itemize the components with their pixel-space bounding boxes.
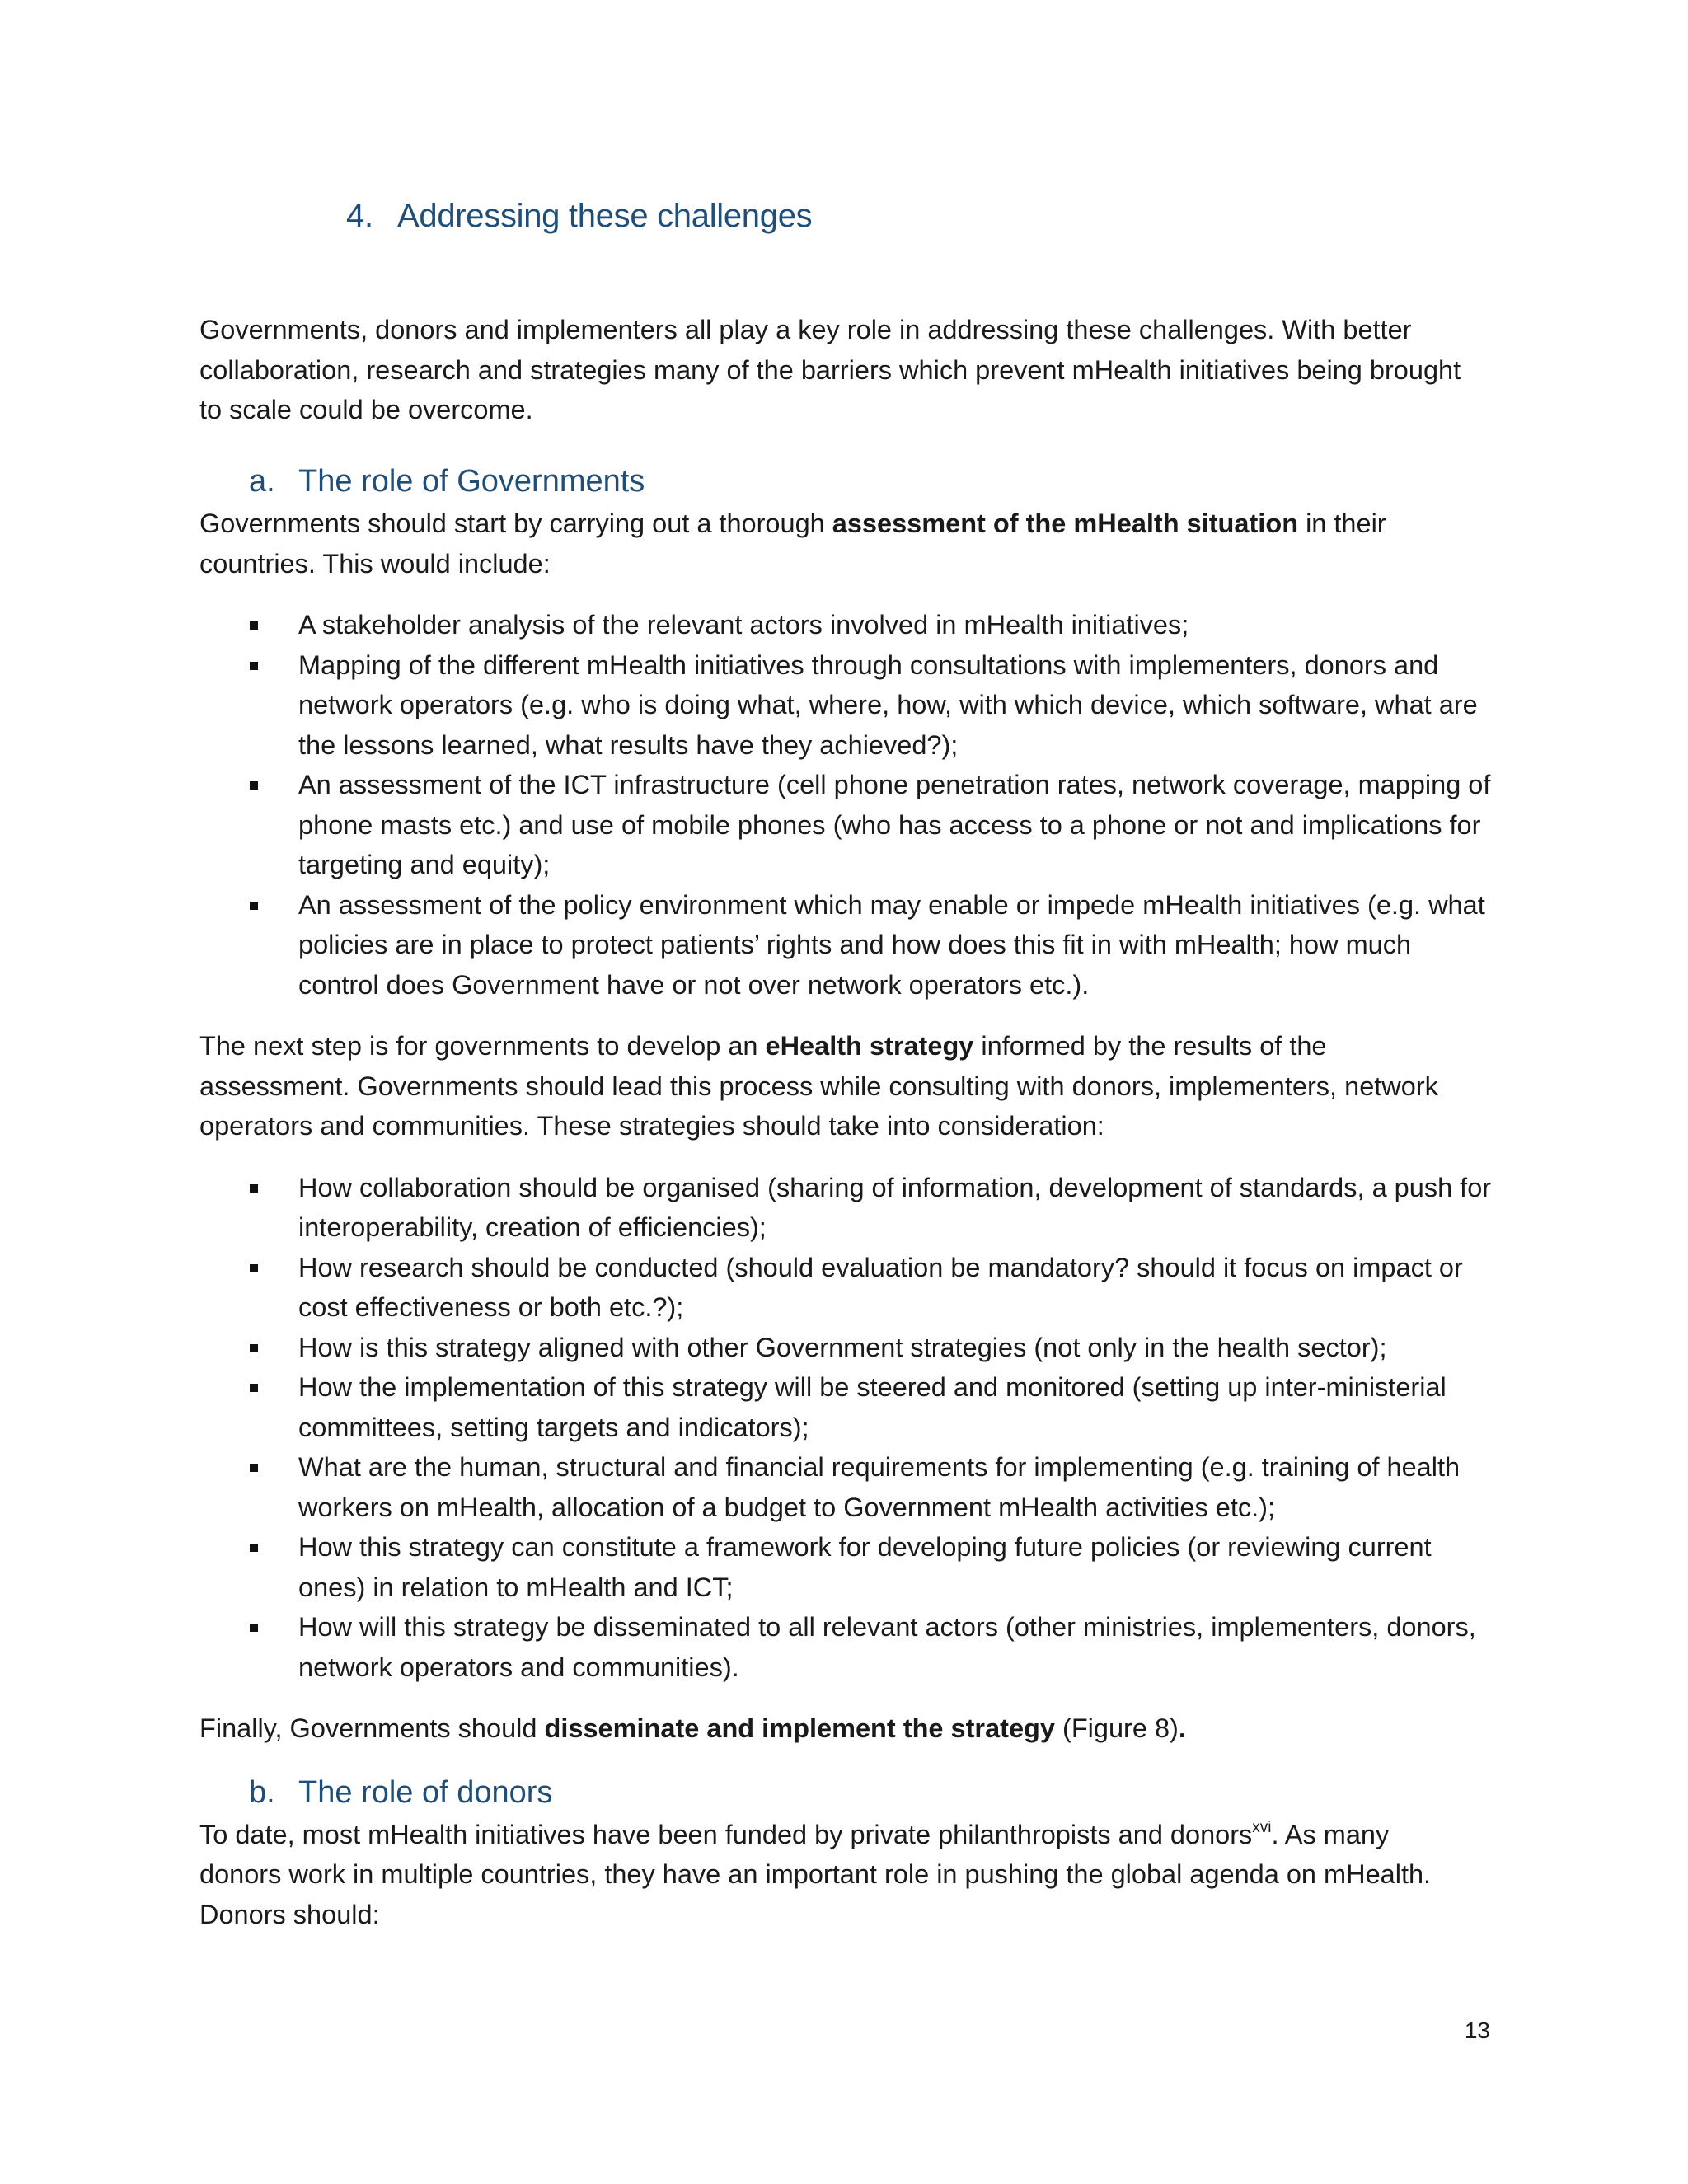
subheading-donors [249, 1770, 1493, 1815]
strategy-paragraph [199, 1026, 1469, 1146]
subheading-title: The role of donors [298, 1774, 553, 1810]
text-run: The next step is for governments to develop an [199, 1031, 766, 1061]
strategy-list [199, 1168, 1493, 1688]
list-item: A stakeholder analysis of the relevant actors involved in mHealth initiatives; [298, 605, 1493, 645]
finally-paragraph [199, 1708, 1493, 1749]
text-run: in their countries. This would include: [199, 509, 1386, 579]
list-item: An assessment of the ICT infrastructure (cell phone penetration rates, network coverage, mapping of phone masts etc.) and use of mobile phones (who has access to a phone or not and implications for targeting and equity); [298, 765, 1493, 885]
list-item: How the implementation of this strategy will be steered and monitored (setting up inter-ministerial committees, setting targets and indicators); [298, 1367, 1493, 1447]
list-item: How will this strategy be disseminated to all relevant actors (other ministries, implementers, donors, network operators and communities). [298, 1607, 1493, 1687]
section-heading-number: 4. [346, 198, 373, 234]
assessment-paragraph [199, 504, 1469, 583]
intro-paragraph: Governments, donors and implementers all play a key role in addressing these challenges. With better collaboration, research and strategies many of the barriers which prevent mHealth initiatives being brought to scale could be overcome. [199, 315, 1461, 424]
list-item: An assessment of the policy environment which may enable or impede mHealth initiatives (e.g. what policies are in place to protect patients’ rights and how does this fit in with mHealth; how much control does Government have or not over network operators etc.). [298, 885, 1493, 1005]
bold-text: assessment of the mHealth situation [832, 509, 1299, 538]
bold-text: . [1178, 1713, 1186, 1743]
text-run: . As many donors work in multiple countries, they have an important role in pushing the global agenda on mHealth. Donors should: [199, 1819, 1432, 1929]
text-run: (Figure 8) [1054, 1713, 1179, 1743]
assessment-list [199, 605, 1493, 1005]
subheading-number: a. [249, 464, 275, 499]
text-run: Finally, Governments should [199, 1713, 545, 1743]
donors-paragraph [199, 1815, 1469, 1935]
subheading-number: b. [249, 1774, 275, 1810]
section-heading-title: Addressing these challenges [397, 198, 813, 234]
list-item: What are the human, structural and financial requirements for implementing (e.g. training of health workers on mHealth, allocation of a budget to Government mHealth activities etc.); [298, 1447, 1493, 1527]
section-heading [346, 198, 812, 235]
list-item: How research should be conducted (should evaluation be mandatory? should it focus on impact or cost effectiveness or both etc.?); [298, 1248, 1493, 1328]
text-run: informed by the results of the assessment. Governments should lead this process while consulting with donors, implementers, network operators and communities. These strategies should take into consideration: [199, 1031, 1438, 1141]
bold-text: eHealth strategy [765, 1031, 974, 1061]
page-number: 13 [1464, 2018, 1490, 2043]
list-item: How is this strategy aligned with other Government strategies (not only in the health sector); [298, 1328, 1493, 1368]
list-item: How this strategy can constitute a framework for developing future policies (or reviewing current ones) in relation to mHealth and ICT; [298, 1527, 1493, 1607]
bold-text: disseminate and implement the strategy [544, 1713, 1055, 1743]
section-a [199, 459, 1493, 1934]
footnote-marker: xvi [1252, 1818, 1272, 1836]
list-item: Mapping of the different mHealth initiatives through consultations with implementers, donors and network operators (e.g. who is doing what, where, how, with which device, which software, what are the lessons learned, what results have they achieved?); [298, 645, 1493, 766]
list-item: How collaboration should be organised (sharing of information, development of standards, a push for interoperability, creation of efficiencies); [298, 1168, 1493, 1248]
subheading-governments [249, 459, 1493, 504]
subheading-title: The role of Governments [298, 464, 645, 499]
text-run: To date, most mHealth initiatives have been funded by private philanthropists and donors [199, 1819, 1253, 1849]
text-run: Governments should start by carrying out a thorough [199, 509, 832, 538]
